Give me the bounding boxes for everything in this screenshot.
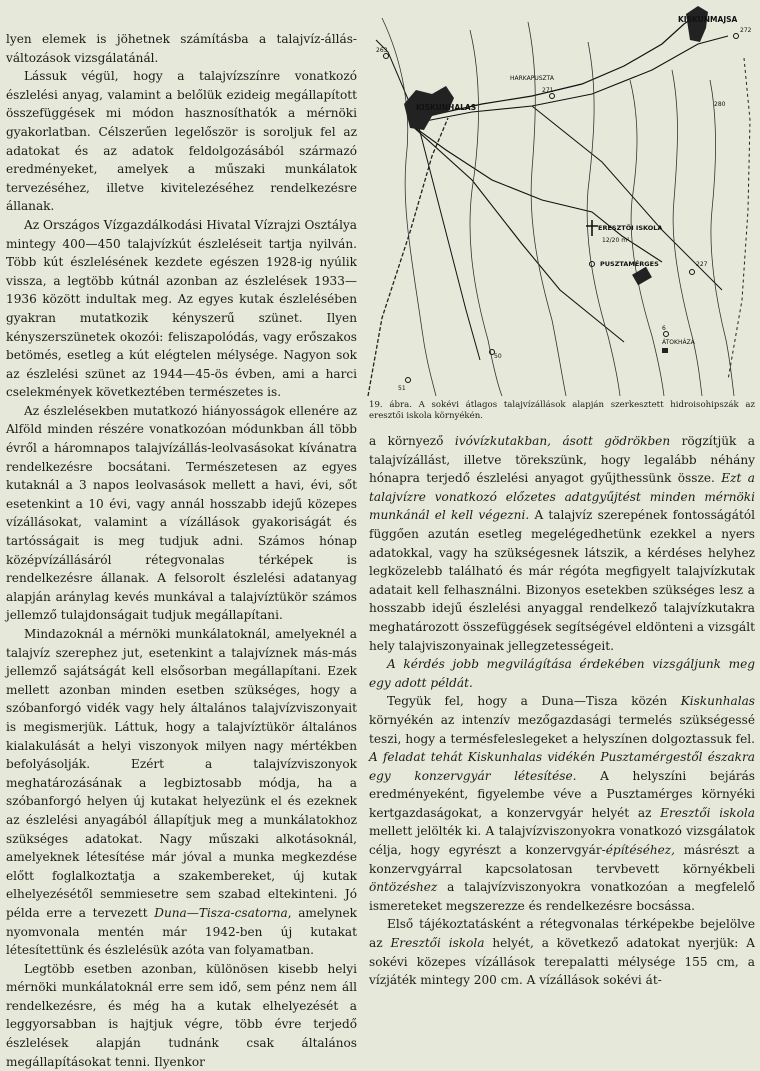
isohypse-line [710, 80, 734, 396]
paragraph-text: a környező [369, 434, 444, 448]
well-marker-icon [590, 262, 595, 267]
emphasis-text: Kiskunhalas [680, 694, 755, 709]
paragraph-first-info [369, 915, 755, 989]
label-well-263: 263 [376, 47, 388, 54]
emphasis-text: A kérdés jobb megvilágítása érdekében vizsgáljunk meg egy adott példát. [369, 657, 755, 690]
right-column [369, 432, 755, 990]
label-eresztoi-iskola-sub: 12/20 m² [602, 237, 630, 244]
paragraph-monitoring-wells: Az Országos Vízgazdálkodási Hivatal Vízrajzi Osztálya mintegy 400—450 talajvízkút észleléseit tartja nyilván. Több kút észlelésének kezdete egészen 1928-ig nyúlik vissza, a legtöbb kútnál azonban az észlelések 1933—1936 között indultak meg. Az egyes kutak észlelésében gyakran mutatkozik kényszerű szünet. Ilyen kényszerszünetek okozói: feliszapolódás, vagy erőszakos betömés, esetleg a kút elégtelen mélysége. Nagyon sok az észlelési szünet az 1944—45-ös évben, ami a harci cselekmények következtében természetes is. [6, 217, 357, 400]
label-eresztoi-iskola: ERESZTŐI ISKOLA [598, 224, 663, 232]
emphasis-text: ivóvízkutakban, ásott gödrökben [454, 434, 671, 448]
isohypse-line [672, 70, 702, 396]
paragraph-example-intro [369, 655, 755, 692]
paragraph-text: Mindazoknál a mérnöki munkálatoknál, amelyeknél a talajvíz szerephez jut, esetenkint a talajvíznek más-más jellemző sajátságát kell elsősorban megállapítani. Ezek mellett azonban minden esetben szükséges, hogy a szóbanforgó vidék vagy hely általános talajvízviszonyait is megismerjük. Láttuk, hogy a talajvíztükör általános kialakulását a helyi viszonyok milyen nagy mértékben befolyásolják. Ezért a talajvízviszonyok meghatározásának a legbiztosabb módja, ha a szóbanforgó helyen új kutakat helyezünk el és ezeknek az észlelési anyagából állapítjuk meg a munkálatokhoz szükséges adatokat. Nagy műszaki alkotásoknál, amelyeknek létesítése már jóval a munka megkezdése előtt foglalkoztatja a szakembereket, új kutak elhelyezésétől semmiesetre sem szabad eltekinteni. Jó példa erre a tervezett [6, 627, 357, 920]
emphasis-text: öntözéshez [369, 880, 438, 895]
label-well-280: 280 [714, 101, 726, 108]
paragraph-usage-intro: Lássuk végül, hogy a talajvízszínre vonatkozó észlelési anyag, valamint a belőlük ezideig megállapított összefüggések mi módon hasznosíthatók a mérnöki gyakorlatban. Célszerűen legelőször is soroljuk fel az adatokat és az adatok feldolgozásából származó eredményeket, amelyek a műszaki munkálatok tervezéséhez, illetve kivitelezéséhez rendelkezésre állanak. [6, 69, 357, 214]
label-well-272: 272 [740, 27, 752, 34]
label-well-271: 271 [542, 87, 554, 94]
well-marker-icon [406, 378, 411, 383]
emphasis-text: építéséhez, [605, 843, 676, 858]
label-well-6: 6 [662, 325, 666, 332]
well-marker-icon [550, 94, 555, 99]
well-marker-icon [690, 270, 695, 275]
label-harkapuszta: HARKAPUSZTA [510, 75, 554, 82]
paragraph-preliminary-data [369, 432, 755, 655]
label-kiskunhalas: KISKUNHALAS [416, 103, 477, 112]
figure-caption: 19. ábra. A sokévi átlagos talajvízállások alapján szerkesztett hidroisohipszák az eresztői iskola környékén. [369, 400, 755, 421]
paragraph-engineering-works [6, 625, 357, 960]
emphasis-canal: Duna—Tisza-csatorna [154, 905, 288, 920]
map-border-line [368, 118, 448, 396]
label-pusztamerges: PUSZTAMÉRGES [600, 260, 659, 268]
paragraph-text: rögzítjük a talajvízállást, illetve törekszünk, hogy legalább néhány hónapra terjedő észlelési anyagot gyűjthessünk össze. [369, 434, 755, 486]
pusztamerges-village-shape [632, 267, 652, 285]
emphasis-text: A feladat tehát Kiskunhalas vidékén Pusztamérgestől északra egy konzervgyár létesítése. [369, 750, 755, 783]
atokhaza-village-shape [662, 348, 668, 353]
label-well-51: 51 [398, 385, 406, 392]
paragraph-text: a talajvízviszonyokra vonatkozóan a megfelelő ismereteket megszerezze és rendelkezésre bocsássa. [369, 880, 755, 913]
paragraph-text: környékén az intenzív mezőgazdasági termelés szükségessé teszi, hogy a termésfeleslegeket a helyszínen dolgoztassuk fel. [369, 712, 755, 746]
paragraph-text: A helyszíni bejárás eredményeként, figyelembe véve a Pusztamérges környéki kertgazdaságokat, a konzervgyár helyét az [369, 768, 755, 820]
well-marker-icon [734, 34, 739, 39]
emphasis-text: Ezt a talajvízre vonatkozó előzetes adatgyűjtést minden mérnöki munkánál el kell végezni. [369, 471, 755, 523]
label-kiskunmajsa: KISKUNMAJSA [678, 15, 738, 24]
paragraph-text: helyét, a következő adatokat nyerjük: A sokévi közepes vízállások terepalatti mélysége 155 cm, a vízjáték mintegy 200 cm. A vízállások sokévi át- [369, 936, 755, 988]
label-well-50: 50 [494, 353, 502, 360]
paragraph-data-availability: Az észlelésekben mutatkozó hiányosságok ellenére az Alföld minden részére vonatkozóan módunkban áll több évről a háromnapos talajvízállás-leolvasásokat kívánatra rendelkezésre bocsátani. Természetesen az egyes kutaknál a 3 napos leolvasások mellett a havi, évi, sőt esetenkint a 10 évi, vagy annál hosszabb idejű közepes vízállásokat, valamint a vízállások gyakoriságát és tartósságait is meg tudjuk adni. Számos hónap középvízállásáról rétegvonalas térképek is rendelkezésre állanak. A felsorolt észlelési adatanyag alapján aránylag kevés munkával a talajvíztükör számos jellemző tulajdonságait tudjuk megállapítani. [6, 403, 357, 623]
paragraph-text: Tegyük fel, hogy a Duna—Tisza közén [387, 694, 668, 709]
map-border-line [728, 58, 750, 380]
paragraph-example-case [369, 692, 755, 915]
paragraph-text: Első tájékoztatásként a rétegvonalas térképekbe bejelölve az [369, 917, 755, 951]
paragraph-text: A talajvíz szerepének fontosságától függően azután esetleg megelégedhetünk ezekkel a nyers adatokkal, vagy ha szükségesnek látszik, a kérdéses helyhez legközelebb található és már régóta megfigyelt talajvízkutak adatait kell felhasználni. Bizonyos esetekben szükséges lesz a hosszabb idejű észlelési anyaggal rendelkező talajvízkutakra meghatározott összefüggések segítségével eldönteni a vizsgált hely talajviszonyainak jellegzetességeit. [369, 508, 755, 653]
hydroisohypse-map [362, 0, 758, 398]
isohypse-line [630, 80, 664, 396]
paragraph-text: másrészt a konzervgyárral kapcsolatosan tervbevett környékbeli [369, 843, 755, 876]
label-atokhaza: ÁTOKHÁZA [662, 339, 695, 346]
paragraph-text: mellett jelölték ki. A talajvízviszonyokra vonatkozó vizsgálatok célja, hogy egyrészt a konzervgyár- [369, 824, 755, 858]
isohypse-line [382, 18, 436, 396]
kiskunmajsa-town-shape [686, 6, 708, 42]
paragraph-continuation: lyen elemek is jöhetnek számításba a talajvíz-állás-változások vizsgálatánál. [6, 32, 357, 65]
well-marker-icon [384, 54, 389, 59]
paragraph-small-works: Legtöbb esetben azonban, különösen kisebb helyi mérnöki munkálatoknál erre sem idő, sem pénz nem áll rendelkezésre, és még ha a kutak elhelyezését a leggyorsabban is hajtjuk végre, több évre terjedő észlelések alapján tudnánk csak általános megállapításokat tenni. Ilyenkor [6, 961, 357, 1069]
emphasis-text: Eresztői iskola [660, 805, 755, 820]
isohypse-line [587, 42, 620, 396]
paragraph-text: , amelynek nyomvonala mentén már 1942-ben új kutakat létesítettünk és észlelésük azóta van folyamatban. [6, 905, 358, 958]
emphasis-text: Eresztői iskola [390, 936, 485, 951]
well-marker-icon [664, 332, 669, 337]
left-column [6, 30, 357, 1071]
label-well-227: 227 [696, 261, 708, 268]
